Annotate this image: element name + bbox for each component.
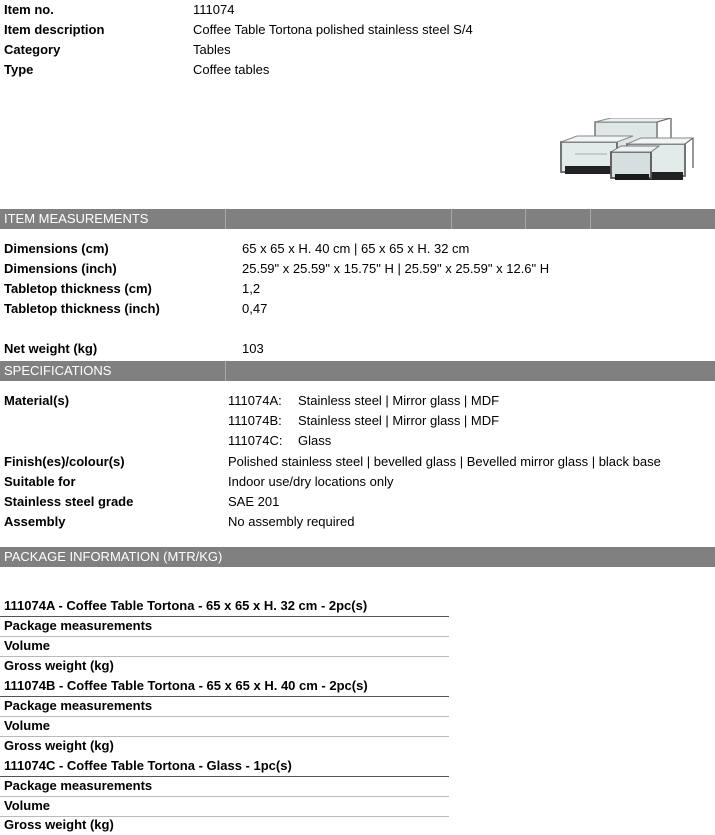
package-title-text: 111074C - Coffee Table Tortona - Glass - 1pc(s) — [4, 758, 292, 773]
package-title-c — [0, 756, 449, 777]
tabletop-cm-value: 1,2 — [242, 281, 261, 296]
row-divider — [0, 716, 449, 717]
volume-label: Volume — [4, 798, 50, 813]
package-title-b — [0, 676, 449, 697]
materials-label: Material(s) — [4, 393, 70, 408]
material-code: 111074B: — [228, 413, 282, 428]
dimensions-cm-label: Dimensions (cm) — [4, 241, 109, 256]
band-divider — [590, 209, 591, 229]
package-measurements-label: Package measurements — [4, 618, 153, 633]
suitable-label: Suitable for — [4, 474, 76, 489]
package-measurements-label: Package measurements — [4, 778, 153, 793]
gross-weight-label: Gross weight (kg) — [4, 738, 114, 753]
item-no-label: Item no. — [4, 2, 54, 17]
material-value: Glass — [298, 433, 332, 448]
tabletop-inch-label: Tabletop thickness (inch) — [4, 301, 160, 316]
category-label: Category — [4, 42, 61, 57]
net-weight-value: 103 — [242, 341, 264, 356]
finish-value: Polished stainless steel | bevelled glass | Bevelled mirror glass | black base — [228, 454, 661, 469]
type-value: Coffee tables — [193, 62, 270, 77]
net-weight-label: Net weight (kg) — [4, 341, 98, 356]
material-code: 111074A: — [228, 393, 282, 408]
package-title-text: 111074B - Coffee Table Tortona - 65 x 65 x H. 40 cm - 2pc(s) — [4, 678, 368, 693]
specifications-header — [0, 361, 715, 381]
item-no-value: 111074 — [193, 2, 235, 17]
dimensions-cm-value: 65 x 65 x H. 40 cm | 65 x 65 x H. 32 cm — [242, 241, 470, 256]
package-information-title: PACKAGE INFORMATION (MTR/KG) — [4, 549, 223, 564]
finish-label: Finish(es)/colour(s) — [4, 454, 125, 469]
row-divider — [0, 636, 449, 637]
material-value: Stainless steel | Mirror glass | MDF — [298, 413, 500, 428]
volume-label: Volume — [4, 638, 50, 653]
volume-label: Volume — [4, 718, 50, 733]
row-divider — [0, 796, 449, 797]
item-description-value: Coffee Table Tortona polished stainless steel S/4 — [193, 22, 473, 37]
gross-weight-label: Gross weight (kg) — [4, 658, 114, 673]
dimensions-inch-label: Dimensions (inch) — [4, 261, 117, 276]
band-divider — [225, 209, 226, 229]
tabletop-cm-label: Tabletop thickness (cm) — [4, 281, 152, 296]
assembly-label: Assembly — [4, 514, 66, 529]
tabletop-inch-value: 0,47 — [242, 301, 268, 316]
package-title-text: 111074A - Coffee Table Tortona - 65 x 65 x H. 32 cm - 2pc(s) — [4, 598, 368, 613]
gross-weight-label: Gross weight (kg) — [4, 817, 114, 832]
item-description-label: Item description — [4, 22, 105, 37]
band-divider — [451, 209, 452, 229]
material-value: Stainless steel | Mirror glass | MDF — [298, 393, 500, 408]
package-measurements-label: Package measurements — [4, 698, 153, 713]
type-label: Type — [4, 62, 34, 77]
band-divider — [525, 209, 526, 229]
package-information-header — [0, 547, 715, 567]
steel-grade-label: Stainless steel grade — [4, 494, 134, 509]
suitable-value: Indoor use/dry locations only — [228, 474, 394, 489]
assembly-value: No assembly required — [228, 514, 355, 529]
package-title-a — [0, 596, 449, 617]
item-measurements-header — [0, 209, 715, 229]
steel-grade-value: SAE 201 — [228, 494, 280, 509]
band-divider — [225, 361, 226, 381]
coffee-table-product-image — [555, 118, 695, 193]
item-measurements-title: ITEM MEASUREMENTS — [4, 211, 149, 226]
specifications-title: SPECIFICATIONS — [4, 363, 112, 378]
material-code: 111074C: — [228, 433, 283, 448]
category-value: Tables — [193, 42, 231, 57]
dimensions-inch-value: 25.59" x 25.59" x 15.75" H | 25.59" x 25.59" x 12.6" H — [242, 261, 550, 276]
